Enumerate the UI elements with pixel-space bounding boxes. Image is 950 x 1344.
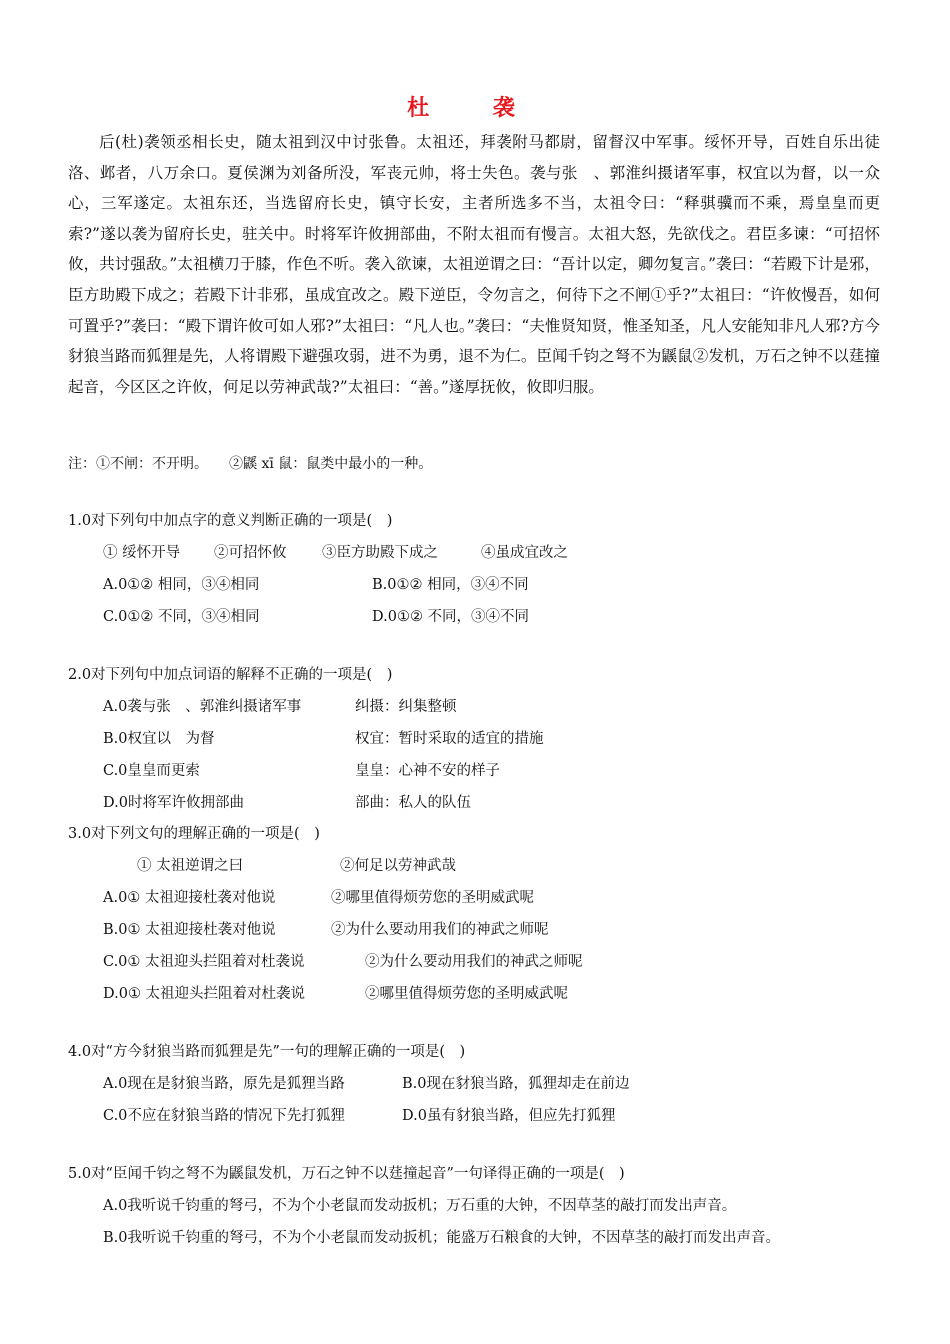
question-2-option-b[interactable]: B.0权宜以 为督 [103, 731, 215, 747]
question-5-option-a[interactable]: A.0我听说千钧重的弩弓，不为个小老鼠而发动扳机；万石重的大钟，不因草茎的敲打而发出声音。 [103, 1198, 737, 1214]
question-1-item-4: ④虽成宜改之 [481, 545, 568, 561]
question-2-option-d[interactable]: D.0时将军许攸拥部曲 [103, 795, 244, 811]
question-3-option-d[interactable]: D.0① 太祖迎头拦阻着对杜袭说 [103, 986, 306, 1002]
question-2-option-b-gloss: 权宜：暂时采取的适宜的措施 [355, 731, 544, 747]
question-2-option-d-gloss: 部曲：私人的队伍 [355, 795, 471, 811]
question-3-item-2: ②何足以劳神武哉 [340, 858, 456, 874]
question-2-stem: 2.0对下列句中加点词语的解释不正确的一项是( ) [68, 667, 393, 683]
question-3-option-b-gloss: ②为什么要动用我们的神武之师呢 [331, 922, 549, 938]
question-2-option-c[interactable]: C.0皇皇而更索 [103, 763, 200, 779]
question-1-item-2: ②可招怀攸 [214, 545, 287, 561]
question-1-item-1: ① 绥怀开导 [103, 545, 181, 561]
question-3-option-a-gloss: ②哪里值得烦劳您的圣明威武呢 [331, 890, 534, 906]
question-1-option-a[interactable]: A.0①② 相同，③④相同 [103, 577, 260, 593]
question-5-stem: 5.0对“臣闻千钧之弩不为鼷鼠发机，万石之钟不以莛撞起音”一句译得正确的一项是( ) [68, 1166, 625, 1182]
question-1-item-3: ③臣方助殿下成之 [322, 545, 438, 561]
question-1-option-d[interactable]: D.0①② 不同，③④不同 [372, 609, 530, 625]
question-2-option-a[interactable]: A.0袭与张 、郭淮纠摄诸军事 [103, 699, 302, 715]
question-3-option-c-gloss: ②为什么要动用我们的神武之师呢 [365, 954, 583, 970]
question-4-option-c[interactable]: C.0不应在豺狼当路的情况下先打狐狸 [103, 1108, 345, 1124]
question-5-option-b[interactable]: B.0我听说千钧重的弩弓，不为个小老鼠而发动扳机；能盛万石粮食的大钟，不因草茎的敲打而发出声音。 [103, 1230, 780, 1246]
classical-passage: 后(杜)袭领丞相长史，随太祖到汉中讨张鲁。太祖还，拜袭附马都尉，留督汉中军事。绥怀开导，百姓自乐出徒洛、邺者，八万余口。夏侯渊为刘备所没，军丧元帅，将士失色。袭与张 、郭淮纠摄诸军事，权宜以为督，以一众心，三军遂定。太祖东还，当选留府长史，镇守长安，主者所选多不当，太祖令曰：“释骐骥而不乘，焉皇皇而更索?”遂以袭为留府长史，驻关中。时将军许攸拥部曲，不附太祖而有慢言。太祖大怒，先欲伐之。君臣多谏：“可招怀攸，共讨强敌。”太祖横刀于膝，作色不听。袭入欲谏，太祖逆谓之曰：“吾计以定，卿勿复言。”袭曰：“若殿下计是邪，臣方助殿下成之；若殿下计非邪，虽成宜改之。殿下逆臣，令勿言之，何待下之不闸①乎?”太祖曰：“许攸慢吾，如何可置乎?”袭曰：“殿下谓许攸可如人邪?”太祖曰：“凡人也。”袭曰：“夫惟贤知贤，惟圣知圣，凡人安能知非凡人邪?方今豺狼当路而狐狸是先，人将谓殿下避强攻弱，进不为勇，退不为仁。臣闻千钧之弩不为鼷鼠②发机，万石之钟不以莛撞起音，今区区之许攸，何足以劳神武哉?”太祖曰：“善。”遂厚抚攸，攸即归服。 [68, 133, 880, 396]
question-1-option-c[interactable]: C.0①② 不同，③④相同 [103, 609, 260, 625]
question-4-option-b[interactable]: B.0现在豺狼当路，狐狸却走在前边 [402, 1076, 630, 1092]
question-3-option-a[interactable]: A.0① 太祖迎接杜袭对他说 [103, 890, 276, 906]
question-3-option-b[interactable]: B.0① 太祖迎接杜袭对他说 [103, 922, 276, 938]
document-title: 杜 袭 [407, 96, 543, 121]
question-2-option-a-gloss: 纠摄：纠集整顿 [355, 699, 457, 715]
question-1-option-b[interactable]: B.0①② 相同，③④不同 [372, 577, 529, 593]
question-4-option-d[interactable]: D.0虽有豺狼当路，但应先打狐狸 [402, 1108, 616, 1124]
question-2-option-c-gloss: 皇皇：心神不安的样子 [355, 763, 500, 779]
question-3-option-d-gloss: ②哪里值得烦劳您的圣明威武呢 [365, 986, 568, 1002]
question-4-option-a[interactable]: A.0现在是豺狼当路，原先是狐狸当路 [103, 1076, 345, 1092]
footnote: 注：①不闸：不开明。 ②鼷 xī 鼠：鼠类中最小的一种。 [68, 456, 433, 472]
question-1-stem: 1.0对下列句中加点字的意义判断正确的一项是( ) [68, 513, 393, 529]
question-3-item-1: ① 太祖逆谓之曰 [137, 858, 244, 874]
question-3-option-c[interactable]: C.0① 太祖迎头拦阻着对杜袭说 [103, 954, 305, 970]
question-3-stem: 3.0对下列文句的理解正确的一项是( ) [68, 826, 320, 842]
question-4-stem: 4.0对“方今豺狼当路而狐狸是先”一句的理解正确的一项是( ) [68, 1044, 466, 1060]
